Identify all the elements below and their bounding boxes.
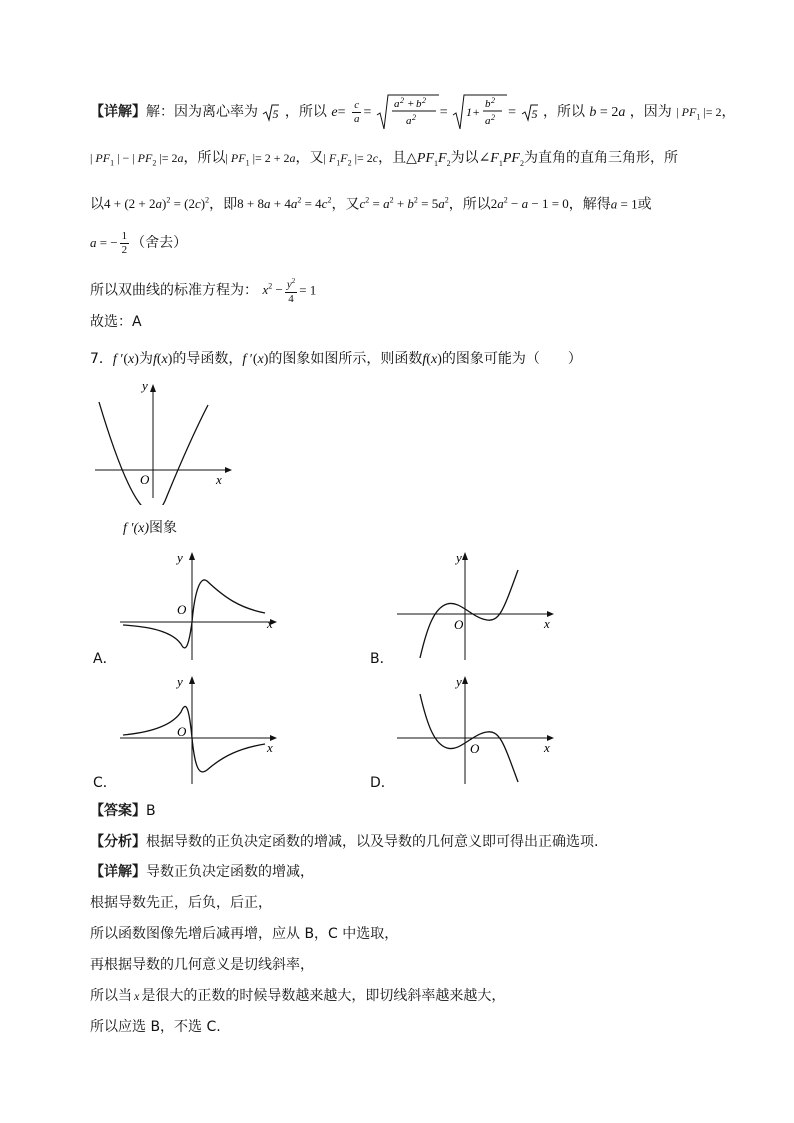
question-text: 的导函数， xyxy=(172,351,243,367)
formula-f-x: f(x) xyxy=(422,352,442,367)
svg-text:2: 2 xyxy=(421,96,426,105)
svg-text:O: O xyxy=(470,741,480,756)
formula-a-eq-1: a = 1 xyxy=(610,196,638,212)
svg-text:y: y xyxy=(142,380,148,393)
option-a-graph xyxy=(115,548,285,663)
svg-text:x: x xyxy=(216,472,222,487)
question-number: 7． xyxy=(90,351,113,367)
svg-text:b: b xyxy=(485,98,491,110)
formula-expand: $8 + 8a + 4a^2 = 4c^2$ xyxy=(237,196,332,212)
detail-text: 根据导数先正，后负，后正， xyxy=(90,895,272,911)
answer-line xyxy=(90,800,156,822)
solution-text: （舍去） xyxy=(131,235,188,251)
formula-pf1-value: | $PF_1$ |= 2 + 2a xyxy=(225,151,296,168)
option-c-label[interactable]: C． xyxy=(93,775,117,791)
frac-c-over-a: $\frac{c}{a}$ xyxy=(353,98,360,125)
svg-text:2: 2 xyxy=(411,113,416,122)
sqrt5-formula xyxy=(521,102,539,122)
svg-text:a: a xyxy=(485,115,491,127)
svg-text:O: O xyxy=(177,724,187,739)
option-d-graph xyxy=(392,672,562,787)
solution-text: ，因为 xyxy=(629,104,672,120)
detail-line-3 xyxy=(90,923,398,945)
detail-text: 导数正负决定函数的增减， xyxy=(146,864,314,880)
svg-text:a: a xyxy=(393,98,400,110)
detail-text: 所以当 xyxy=(90,988,132,1004)
detail-line-2 xyxy=(90,892,272,914)
tag-detail: 【详解】 xyxy=(90,104,146,120)
solution-text: 或 xyxy=(637,196,652,213)
formula-c2: $c^2 = a^2 + b^2 = 5a^2$ xyxy=(359,196,449,212)
option-a-label[interactable]: A． xyxy=(93,651,117,667)
sqrt-one-plus-formula xyxy=(452,93,508,131)
option-b-label[interactable]: B． xyxy=(370,651,394,667)
formula-quadratic: $2a^2 - a - 1 = 0$ xyxy=(490,196,569,212)
solution-text: ，又 xyxy=(295,150,324,166)
tag-analysis: 【分析】 xyxy=(90,834,146,850)
solution-text: ，且 xyxy=(378,150,407,166)
detail-text: 所以函数图像先增后减再增，应从 B，C 中选取， xyxy=(90,926,399,942)
formula-hyperbola: $x^2$ − xyxy=(262,282,283,298)
svg-text:O: O xyxy=(454,617,464,632)
solution-text: 为以 xyxy=(450,150,479,166)
solution-text: ，所以 xyxy=(284,104,327,120)
solution-line-6 xyxy=(90,312,142,332)
solution-text: 为直角的直角三角形，所 xyxy=(523,150,678,166)
frac-one-half: $\frac{1}{2}$ xyxy=(121,229,128,256)
formula-pythag: $4 + (2 + 2a)^2 = (2c)^2$ xyxy=(104,196,210,212)
question-text: 的图象可能为（ ） xyxy=(441,351,582,367)
tag-detail: 【详解】 xyxy=(90,864,146,880)
analysis-line xyxy=(90,831,598,853)
derivative-graph xyxy=(90,380,240,505)
formula-fprime-x: f ′(x) xyxy=(242,352,269,367)
solution-text: ，解得 xyxy=(568,196,611,213)
formula-angle: $\angle F_1PF_2$ xyxy=(478,151,524,168)
detail-line-1 xyxy=(90,861,314,883)
svg-text:1+: 1+ xyxy=(466,105,481,119)
question-7-line xyxy=(90,348,582,371)
formula-diff: | $PF_1$ | − | $PF_2$ |= 2a xyxy=(90,151,184,168)
solution-text: ，又 xyxy=(331,196,360,213)
sqrt5-formula xyxy=(262,102,280,122)
answer-value: B xyxy=(146,803,156,819)
solution-line-3 xyxy=(90,190,652,215)
option-c-graph xyxy=(115,672,285,787)
svg-text:x: x xyxy=(267,740,273,755)
solution-line-2 xyxy=(90,148,678,174)
svg-text:y: y xyxy=(177,550,183,565)
svg-text:O: O xyxy=(177,602,187,617)
svg-text:x: x xyxy=(544,740,550,755)
svg-text:y: y xyxy=(456,550,462,565)
svg-text:5: 5 xyxy=(531,107,538,121)
formula-e: e xyxy=(331,105,338,120)
solution-text: ，即 xyxy=(209,196,238,213)
solution-text: ，所以 xyxy=(448,196,491,213)
solution-text: 所以双曲线的标准方程为： xyxy=(90,282,258,299)
sqrt-frac-formula xyxy=(376,93,440,131)
tag-answer: 【答案】 xyxy=(90,803,146,819)
formula-b-eq-2a: b xyxy=(589,105,597,120)
formula-f-x: f(x) xyxy=(152,352,173,367)
frac-y2-over-4: $\frac{y^2}{4}$ xyxy=(286,277,296,305)
svg-text:y: y xyxy=(456,674,462,689)
svg-text:5: 5 xyxy=(272,107,279,121)
formula-x: x xyxy=(134,989,140,1003)
svg-text:2: 2 xyxy=(399,96,404,105)
solution-line-1: 【详解】解：因为离心率为 5 ，所以 e= $\frac{c}{a}$ = a 2 + b 2 a 2 = 1+ b 2 a 2 = 5 ，所以 b = 2a ，因为 | $PF_1$ |= 2， xyxy=(90,92,735,132)
formula-triangle: $\triangle PF_1F_2$ xyxy=(406,151,451,168)
solution-text: 解：因为离心率为 xyxy=(146,104,258,120)
svg-text:x: x xyxy=(544,616,550,631)
formula-pf1: | $PF_1$ |= 2 xyxy=(676,105,722,122)
figure-caption: f ′(x)图象 xyxy=(123,520,177,536)
question-text: 为 xyxy=(138,351,153,367)
svg-text:b: b xyxy=(415,98,422,110)
figure-caption-text: 图象 xyxy=(149,520,177,536)
svg-text:y: y xyxy=(177,674,183,689)
solution-text: ，所以 xyxy=(183,150,226,166)
solution-line-5: 所以双曲线的标准方程为： $x^2$ − $\frac{y^2}{4}$ = 1 xyxy=(90,277,317,305)
detail-text: 是很大的正数的时候导数越来越大，即切线斜率越来越大， xyxy=(141,988,506,1004)
detail-line-5 xyxy=(90,985,505,1007)
formula-f1f2: | $F_1F_2$ |= 2c xyxy=(323,151,379,168)
analysis-text: 根据导数的正负决定函数的增减，以及导数的几何意义即可得出正确选项. xyxy=(146,834,599,850)
solution-text: 以 xyxy=(90,196,104,213)
svg-text:2: 2 xyxy=(491,113,496,122)
solution-text: ，所以 xyxy=(542,104,585,120)
detail-text: 所以应选 B，不选 C. xyxy=(90,1019,221,1035)
svg-text:a: a xyxy=(405,115,412,127)
svg-text:2: 2 xyxy=(491,96,496,105)
svg-text:x: x xyxy=(267,616,273,631)
question-text: 的图象如图所示，则函数 xyxy=(268,351,423,367)
svg-text:+: + xyxy=(406,98,415,110)
formula-a-neg-half: a = − xyxy=(90,235,118,250)
detail-text: 再根据导数的几何意义是切线斜率， xyxy=(90,957,314,973)
formula-fprime-x: f ′(x) xyxy=(112,352,139,367)
option-b-graph xyxy=(392,548,562,663)
solution-line-4 xyxy=(90,226,187,260)
detail-line-4 xyxy=(90,954,314,976)
solution-text: 故选：A xyxy=(90,314,142,330)
svg-text:O: O xyxy=(140,472,150,487)
option-d-label[interactable]: D． xyxy=(370,775,395,791)
detail-line-6 xyxy=(90,1016,221,1038)
